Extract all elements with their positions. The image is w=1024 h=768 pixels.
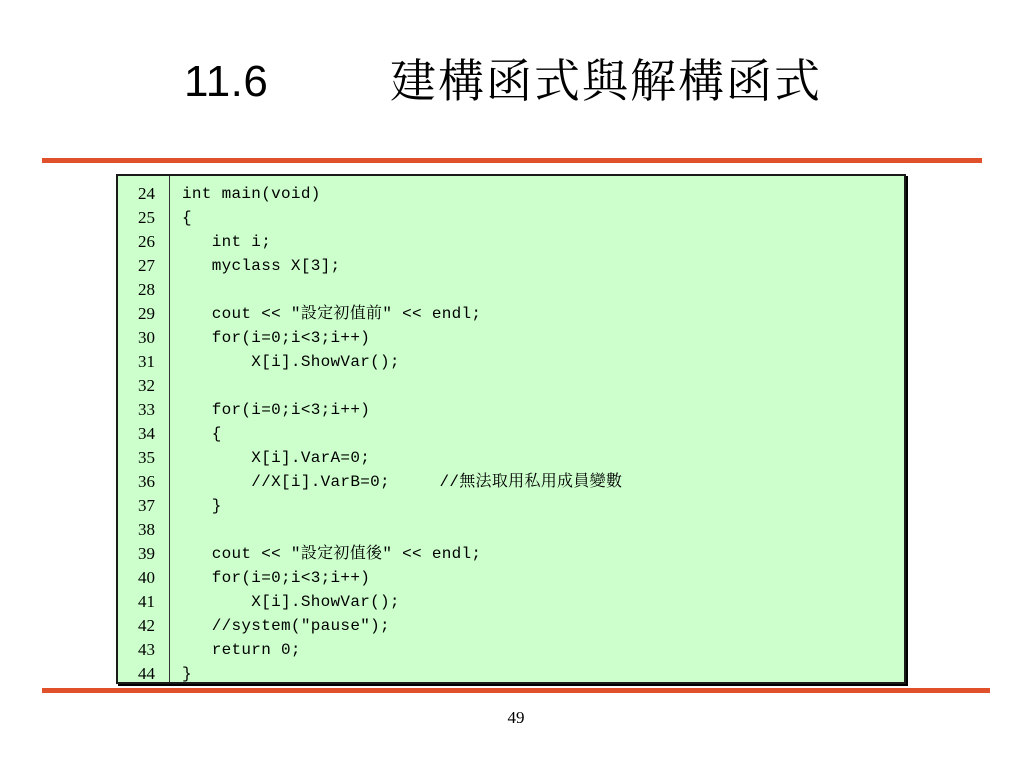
line-number: 44 bbox=[138, 664, 155, 683]
code-line: X[i].ShowVar(); bbox=[182, 353, 400, 371]
code-line: { bbox=[182, 209, 192, 227]
code-line bbox=[182, 278, 904, 302]
code-line: //X[i].VarB=0; //無法取用私用成員變數 bbox=[182, 473, 623, 491]
code-line: int main(void) bbox=[182, 185, 321, 203]
line-number: 35 bbox=[138, 448, 155, 467]
code-line: int i; bbox=[182, 233, 272, 251]
code-line: } bbox=[182, 497, 222, 515]
code-line: myclass X[3]; bbox=[182, 257, 341, 275]
code-line: return 0; bbox=[182, 641, 301, 659]
line-number: 33 bbox=[138, 400, 155, 419]
line-number-gutter bbox=[118, 176, 170, 682]
code-line: for(i=0;i<3;i++) bbox=[182, 569, 371, 587]
line-number: 39 bbox=[138, 544, 155, 563]
line-number: 29 bbox=[138, 304, 155, 323]
bottom-divider bbox=[42, 688, 990, 693]
code-line: { bbox=[182, 425, 222, 443]
line-number: 41 bbox=[138, 592, 155, 611]
code-line: cout << "設定初值後" << endl; bbox=[182, 545, 482, 563]
line-number: 32 bbox=[138, 376, 155, 395]
code-line: } bbox=[182, 665, 192, 683]
line-number: 42 bbox=[138, 616, 155, 635]
slide-title bbox=[0, 46, 1024, 126]
line-number: 26 bbox=[138, 232, 155, 251]
code-line: X[i].ShowVar(); bbox=[182, 593, 400, 611]
code-line: X[i].VarA=0; bbox=[182, 449, 371, 467]
line-number: 31 bbox=[138, 352, 155, 371]
line-number: 34 bbox=[138, 424, 155, 443]
line-number: 38 bbox=[138, 520, 155, 539]
code-listing bbox=[116, 174, 906, 684]
line-number: 25 bbox=[138, 208, 155, 227]
line-number: 36 bbox=[138, 472, 155, 491]
title-text: 建構函式與解構函式 bbox=[390, 54, 822, 108]
page-number: 49 bbox=[507, 708, 525, 727]
line-number: 28 bbox=[138, 280, 155, 299]
line-number: 24 bbox=[138, 184, 155, 203]
code-line: for(i=0;i<3;i++) bbox=[182, 401, 371, 419]
line-number: 27 bbox=[138, 256, 155, 275]
section-number: 11.6 bbox=[184, 57, 269, 106]
code-line bbox=[182, 374, 904, 398]
line-number: 43 bbox=[138, 640, 155, 659]
code-line: //system("pause"); bbox=[182, 617, 390, 635]
code-line: for(i=0;i<3;i++) bbox=[182, 329, 371, 347]
code-line bbox=[182, 518, 904, 542]
line-number: 40 bbox=[138, 568, 155, 587]
line-number: 37 bbox=[138, 496, 155, 515]
code-line: cout << "設定初值前" << endl; bbox=[182, 305, 482, 323]
line-number: 30 bbox=[138, 328, 155, 347]
code-lines bbox=[170, 176, 904, 682]
top-divider bbox=[42, 158, 982, 163]
